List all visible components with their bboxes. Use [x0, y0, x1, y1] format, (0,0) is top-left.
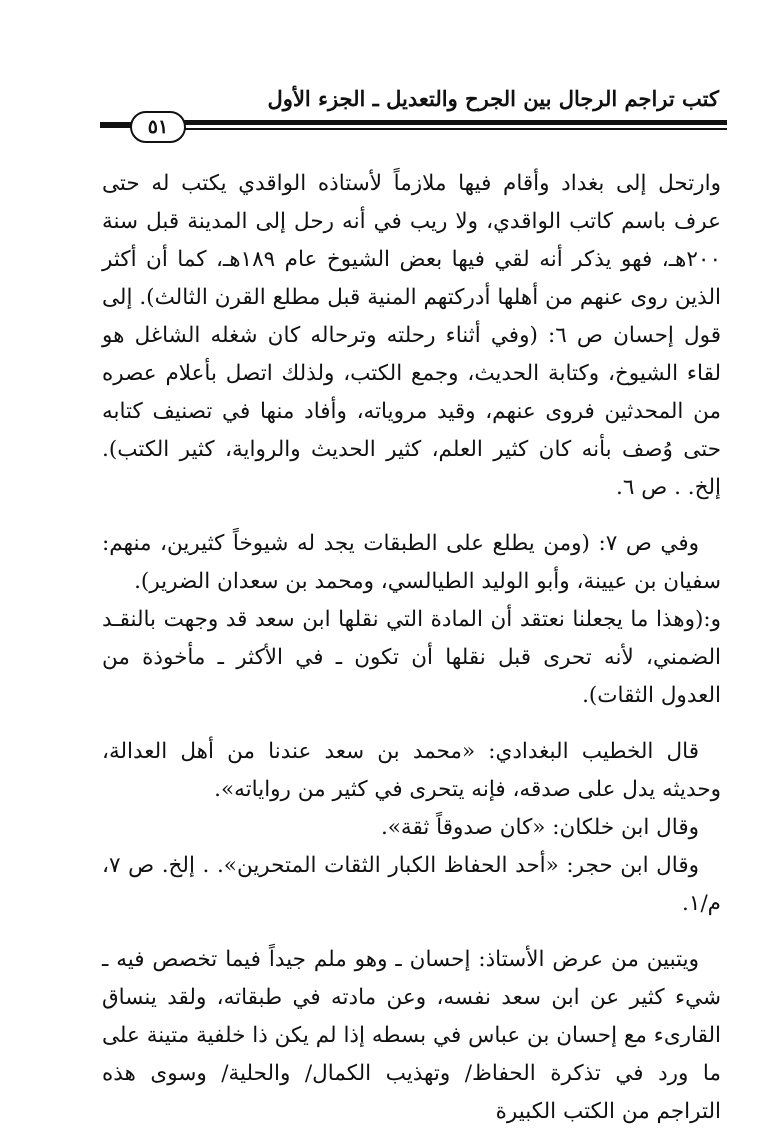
header-rule-thin — [180, 128, 727, 130]
page-number-badge: ٥١ — [130, 111, 186, 143]
header-rule-left — [100, 122, 132, 128]
running-header-title: كتب تراجم الرجال بين الجرح والتعديل ـ الجزء الأول — [267, 86, 719, 111]
header-rule-thick — [180, 120, 727, 125]
paragraph-4: قال الخطيب البغدادي: «محمد بن سعد عندنا من أهل العدالة، وحديثه يدل على صدقه، فإنه يتحرى في كثير من رواياته». — [102, 739, 721, 802]
paragraph-1: وارتحل إلى بغداد وأقام فيها ملازماً لأستاذه الواقدي يكتب له حتى عرف باسم كاتب الواقدي، ولا ريب في أنه رحل إلى المدينة قبل سنة ٢٠٠هـ، فهو يذكر أنه لقي فيها بعض الشيوخ عام ١٨٩هـ، كما أن أكثر الذين روى عنهم من أهلها أدركتهم المنية قبل مطلع القرن الثالث). إلى قول إحسان ص ٦: (وفي أثناء رحلته وترحاله كان شغله الشاغل هو لقاء الشيوخ، وكتابة الحديث، وجمع الكتب، ولذلك اتصل بأعلام عصره من المحدثين فروى عنهم، وقيد مروياته، وأفاد منها في تصنيف كتابه حتى وُصف بأنه كان كثير العلم، كثير الحديث والرواية، كثير الكتب). إلخ. . ص ٦. — [102, 171, 721, 500]
paragraph-5: وقال ابن خلكان: «كان صدوقاً ثقة». — [380, 815, 699, 840]
body-text — [102, 165, 721, 1131]
paragraph-2: وفي ص ٧: (ومن يطلع على الطبقات يجد له شيوخاً كثيرين، منهم: سفيان بن عيينة، وأبو الوليد الطيالسي، ومحمد بن سعدان الضرير). — [102, 531, 721, 594]
paragraph-7: ويتبين من عرض الأستاذ: إحسان ـ وهو ملم جيداً فيما تخصص فيه ـ شيء كثير عن ابن سعد نفسه، وعن مادته في طبقاته، ولقد ينساق القارىء مع إحسان بن عباس في بسطه إذا لم يكن ذا خلفية متينة على ما ورد في تذكرة الحفاظ/ وتهذيب الكمال/ والحلية/ وسوى هذه التراجم من الكتب الكبيرة — [102, 947, 721, 1124]
paragraph-6: وقال ابن حجر: «أحد الحفاظ الكبار الثقات المتحرين». . إلخ. ص ٧، م/١. — [102, 853, 721, 916]
paragraph-3: و:(وهذا ما يجعلنا نعتقد أن المادة التي نقلها ابن سعد قد وجهت بالنقـد الضمني، لأنه تحرى قبل نقلها أن تكون ـ في الأكثر ـ مأخوذة من العدول الثقات). — [102, 607, 721, 708]
